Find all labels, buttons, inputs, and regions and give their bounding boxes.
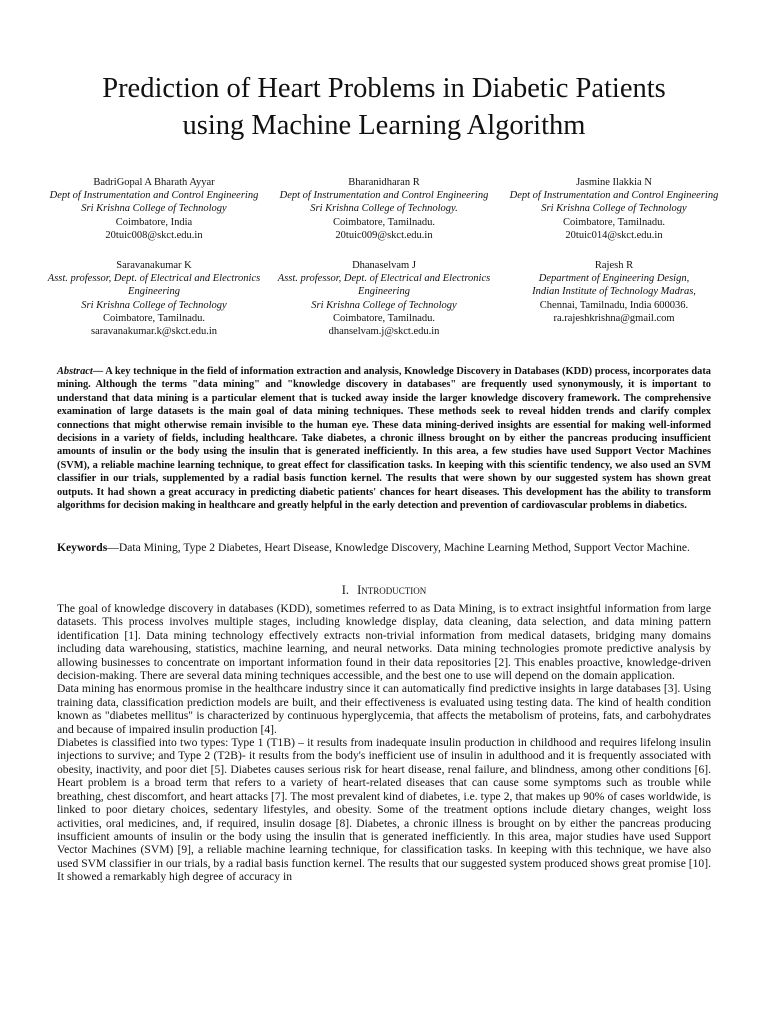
author-location: Coimbatore, Tamilnadu. [562,216,665,228]
paragraph: The goal of knowledge discovery in databases (KDD), sometimes referred to as Data Mining, is to extract insightful information from large datasets. This process involves multiple stages, including knowledge display, data cleaning, data selection, and data mining pattern identification [1]. Data mining technology effectively extracts non-trivial information from medical datasets, bridging many domains including data warehousing, statistics, machine learning, and neural networks. Data mining technologies promote predictive analysis by allowing businesses to concentrate on important information found in their data repositories [2]. This enables proactive, knowledge-driven decision-making. There are several data mining techniques accessible, and the best one to use will depend on the domain application. [57,602,711,683]
author-name: Rajesh R [594,260,634,272]
paragraph: Diabetes is classified into two types: Type 1 (T1B) – it results from inadequate insulin production in childhood and requires lifelong insulin injections to survive; and Type 2 (T2B)- it results from the body's inefficient use of insulin in adulthood and it is frequently associated with obesity, inactivity, and poor diet [5]. Diabetes causes serious risk for heart disease, renal failure, and blindness, among other conditions [6]. Heart problem is a broad term that refers to a variety of heart-related diseases that can cause some symptoms such as trouble while breathing, chest discomfort, and heart attacks [7]. The most prevalent kind of diabetes, i.e. type 2, that makes up 90% of cases worldwide, is linked to poor dietary choices, sedentary lifestyles, and obesity. Some of the treatment options include dietary changes, weight loss activities, oral medicines, and, if required, insulin dosage [8]. Diabetes, a chronic illness is brought on by either the pancreas producing insufficient amounts of insulin or the body using the insulin that is generated inefficiently. In this area, major studies have used Support Vector Machines (SVM) [9], a reliable machine learning technique, for classification tasks. In keeping with this technique, we have also used SVM classifier in our trials, by a radial basis function kernel. The results that our suggested system produced shows great promise [10]. It showed a remarkably high degree of accuracy in [57,736,711,884]
author-name: Bharanidharan R [348,177,420,188]
author-card [502,259,726,338]
author-card [502,176,726,242]
title-line: using Machine Learning Algorithm [182,110,586,141]
author-department: Dept of Instrumentation and Control Engineering [509,190,719,202]
author-department: Dept of Instrumentation and Control Engineering [279,190,489,202]
author-name: BadriGopal A Bharath Ayyar [93,177,215,188]
author-email: saravanakumar.k@skct.edu.in [90,326,217,338]
author-location: Chennai, Tamilnadu, India 600036. [539,299,689,311]
keywords [57,541,711,556]
title-line: Prediction of Heart Problems in Diabetic Patients [102,73,666,104]
author-location: Coimbatore, Tamilnadu. [332,312,435,324]
author-card [272,259,496,338]
keywords-label: Keywords [57,541,108,554]
body-text [57,602,711,884]
author-email: 20tuic008@skct.edu.in [105,229,203,241]
author-name: Saravanakumar K [116,260,192,272]
keywords-text: —Data Mining, Type 2 Diabetes, Heart Disease, Knowledge Discovery, Machine Learning Method, Support Vector Machine. [107,541,690,554]
author-email: 20tuic009@skct.edu.in [335,229,433,241]
abstract [57,365,711,512]
author-affiliation: Sri Krishna College of Technology. [310,203,458,215]
author-location: Coimbatore, Tamilnadu. [332,216,435,228]
author-department: Asst. professor, Dept. of Electrical and Electronics Engineering [47,273,261,298]
author-location: Coimbatore, India [115,216,193,228]
paper-title [40,70,728,144]
abstract-label: Abstract [57,366,93,377]
author-card [42,176,266,242]
author-name: Jasmine Ilakkia N [576,177,652,188]
author-affiliation: Sri Krishna College of Technology [311,299,457,311]
author-card [272,176,496,242]
author-card [42,259,266,338]
section-title: Introduction [357,583,427,597]
author-email: 20tuic014@skct.edu.in [565,229,663,241]
author-location: Coimbatore, Tamilnadu. [102,312,205,324]
author-department: Dept of Instrumentation and Control Engineering [49,190,259,202]
author-affiliation: Sri Krishna College of Technology [541,203,687,215]
author-email: ra.rajeshkrishna@gmail.com [553,312,675,324]
author-affiliation: Sri Krishna College of Technology [81,299,227,311]
author-affiliation: Indian Institute of Technology Madras, [532,286,696,298]
section-number: I. [341,583,350,597]
author-department: Asst. professor, Dept. of Electrical and Electronics Engineering [277,273,491,298]
author-department: Department of Engineering Design, [538,273,690,285]
author-name: Dhanaselvam J [352,260,416,272]
abstract-text: — A key technique in the field of information extraction and analysis, Knowledge Discovery in Databases (KDD) process, incorporates data mining. Although the terms "data mining" and "knowledge discovery in databases" are frequently used synonymously, it is important to understand that data mining is a particular element that is tucked away inside the larger knowledge discovery framework. The comprehensive examination of large datasets is the main goal of data mining techniques. These methods seek to reveal hidden trends and clarify complex connections that might otherwise remain invisible to the human eye. These data mining-derived insights are essential for making well-informed decisions in a variety of fields, including healthcare. Take diabetes, a chronic illness brought on by either the pancreas producing insufficient amounts of insulin or the body using the insulin that is generated inefficiently. In this area, a few studies have used Support Vector Machines (SVM), a reliable machine learning technique, to great effect for classification tasks. In keeping with this scientific tendency, we also used an SVM classifier in our trials, supplemented by a radial basis function kernel. The results that were shown by our suggested system has shown great outputs. It had shown a great accuracy in predicting diabetic patients' chances for heart diseases. This development has the ability to transform algorithms for decision making in healthcare and greatly helpful in the early detection and prevention of cardiovascular problems in diabetics. [57,366,711,512]
paragraph: Data mining has enormous promise in the healthcare industry since it can automatically find predictive insights in large databases [3]. Using training data, classification prediction models are built, and their effectiveness is evaluated using testing data. The kind of health condition known as "diabetes mellitus" is characterized by continuous hyperglycemia, that affects the metabolism of proteins, fats, and carbohydrates and because of impaired insulin production [4]. [57,682,711,736]
author-email: dhanselvam.j@skct.edu.in [328,326,440,338]
section-heading [0,583,768,598]
author-affiliation: Sri Krishna College of Technology [81,203,227,215]
author-block [42,176,726,338]
